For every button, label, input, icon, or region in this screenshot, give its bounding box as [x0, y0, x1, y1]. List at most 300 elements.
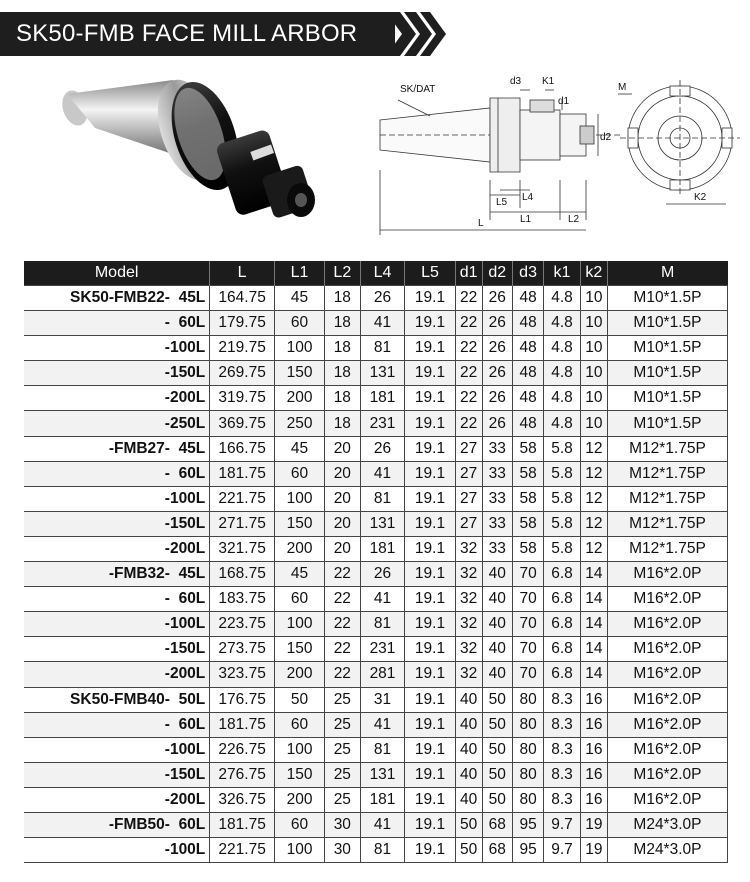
- table-cell: 18: [325, 311, 360, 336]
- table-cell: 33: [482, 511, 512, 536]
- column-header: d2: [482, 261, 512, 286]
- table-row: [24, 461, 728, 486]
- table-cell: 33: [482, 536, 512, 561]
- table-row: [24, 787, 728, 812]
- table-cell: 18: [325, 361, 360, 386]
- table-cell: 48: [512, 411, 543, 436]
- table-cell: 16: [580, 737, 607, 762]
- table-cell: 70: [512, 662, 543, 687]
- table-cell: 27: [455, 486, 482, 511]
- table-row: [24, 737, 728, 762]
- chevron-arrows-icon: [386, 12, 446, 56]
- table-cell: 131: [360, 762, 405, 787]
- table-cell: 32: [455, 536, 482, 561]
- table-cell: 19.1: [405, 838, 455, 863]
- table-cell: M16*2.0P: [607, 787, 727, 812]
- table-cell: 4.8: [544, 386, 581, 411]
- model-cell: -150L: [24, 361, 210, 386]
- table-cell: 45: [274, 562, 324, 587]
- table-cell: 8.3: [544, 737, 581, 762]
- table-cell: M16*2.0P: [607, 712, 727, 737]
- table-cell: 4.8: [544, 411, 581, 436]
- table-cell: 81: [360, 486, 405, 511]
- table-cell: 19.1: [405, 637, 455, 662]
- table-cell: 26: [482, 411, 512, 436]
- table-cell: 22: [455, 311, 482, 336]
- table-cell: 176.75: [210, 687, 275, 712]
- table-cell: 269.75: [210, 361, 275, 386]
- table-cell: 281: [360, 662, 405, 687]
- table-cell: 14: [580, 637, 607, 662]
- table-cell: 10: [580, 336, 607, 361]
- table-cell: 14: [580, 662, 607, 687]
- table-cell: 22: [325, 562, 360, 587]
- table-row: [24, 511, 728, 536]
- table-cell: 200: [274, 386, 324, 411]
- l1-label: L1: [520, 214, 532, 225]
- table-cell: 22: [455, 336, 482, 361]
- table-cell: 25: [325, 787, 360, 812]
- table-cell: 8.3: [544, 762, 581, 787]
- table-cell: 48: [512, 361, 543, 386]
- table-cell: 16: [580, 787, 607, 812]
- l4-label: L4: [522, 192, 534, 203]
- sk-dat-label: SK/DAT: [400, 84, 436, 95]
- table-row: [24, 762, 728, 787]
- table-cell: 26: [482, 286, 512, 311]
- table-row: [24, 712, 728, 737]
- model-cell: -100L: [24, 336, 210, 361]
- table-cell: 50: [482, 787, 512, 812]
- l-label: L: [478, 218, 484, 229]
- table-cell: 31: [360, 687, 405, 712]
- table-cell: 5.8: [544, 461, 581, 486]
- table-cell: 5.8: [544, 436, 581, 461]
- table-cell: 221.75: [210, 838, 275, 863]
- table-row: [24, 812, 728, 837]
- table-cell: 4.8: [544, 311, 581, 336]
- table-cell: 10: [580, 411, 607, 436]
- d3-label: d3: [510, 76, 522, 87]
- model-cell: -150L: [24, 637, 210, 662]
- table-cell: M16*2.0P: [607, 612, 727, 637]
- column-header: k2: [580, 261, 607, 286]
- table-cell: 19.1: [405, 286, 455, 311]
- table-cell: 12: [580, 461, 607, 486]
- table-cell: 19.1: [405, 687, 455, 712]
- table-cell: 19.1: [405, 612, 455, 637]
- table-cell: 27: [455, 461, 482, 486]
- table-cell: 183.75: [210, 587, 275, 612]
- table-cell: 27: [455, 511, 482, 536]
- table-cell: 16: [580, 762, 607, 787]
- table-cell: 6.8: [544, 562, 581, 587]
- model-cell: - 60L: [24, 587, 210, 612]
- table-cell: 20: [325, 511, 360, 536]
- table-cell: 19.1: [405, 386, 455, 411]
- table-cell: 19.1: [405, 536, 455, 561]
- model-cell: -100L: [24, 612, 210, 637]
- table-cell: 369.75: [210, 411, 275, 436]
- column-header: k1: [544, 261, 581, 286]
- table-cell: M10*1.5P: [607, 286, 727, 311]
- table-cell: 68: [482, 838, 512, 863]
- table-cell: 5.8: [544, 511, 581, 536]
- table-cell: 16: [580, 712, 607, 737]
- table-cell: M12*1.75P: [607, 436, 727, 461]
- table-cell: 40: [455, 712, 482, 737]
- table-cell: 323.75: [210, 662, 275, 687]
- table-cell: 250: [274, 411, 324, 436]
- d2-label: d2: [600, 132, 612, 143]
- table-cell: 10: [580, 386, 607, 411]
- table-cell: 19.1: [405, 511, 455, 536]
- table-cell: 81: [360, 737, 405, 762]
- table-cell: 221.75: [210, 486, 275, 511]
- table-cell: 100: [274, 838, 324, 863]
- model-cell: -100L: [24, 486, 210, 511]
- model-cell: SK50-FMB40- 50L: [24, 687, 210, 712]
- table-cell: 19.1: [405, 461, 455, 486]
- k2-label: K2: [694, 192, 707, 203]
- table-cell: 81: [360, 612, 405, 637]
- column-header: Model: [24, 261, 210, 286]
- table-row: [24, 411, 728, 436]
- table-cell: 19.1: [405, 562, 455, 587]
- table-cell: 50: [482, 737, 512, 762]
- table-cell: 58: [512, 436, 543, 461]
- table-cell: 50: [482, 712, 512, 737]
- table-cell: 26: [482, 361, 512, 386]
- table-cell: 40: [482, 662, 512, 687]
- table-cell: 19.1: [405, 662, 455, 687]
- table-cell: 168.75: [210, 562, 275, 587]
- table-cell: 50: [482, 687, 512, 712]
- table-cell: M12*1.75P: [607, 486, 727, 511]
- model-cell: SK50-FMB22- 45L: [24, 286, 210, 311]
- table-cell: 22: [325, 612, 360, 637]
- table-row: [24, 286, 728, 311]
- table-cell: 22: [325, 587, 360, 612]
- table-cell: 40: [455, 762, 482, 787]
- table-cell: 41: [360, 812, 405, 837]
- table-cell: 80: [512, 687, 543, 712]
- table-cell: M12*1.75P: [607, 511, 727, 536]
- table-cell: 81: [360, 838, 405, 863]
- table-cell: 32: [455, 587, 482, 612]
- model-cell: - 60L: [24, 311, 210, 336]
- table-cell: 18: [325, 411, 360, 436]
- model-cell: -200L: [24, 386, 210, 411]
- title-banner: [0, 12, 395, 56]
- table-cell: 19.1: [405, 411, 455, 436]
- table-cell: 231: [360, 411, 405, 436]
- table-cell: 25: [325, 762, 360, 787]
- table-cell: 4.8: [544, 336, 581, 361]
- table-cell: M16*2.0P: [607, 762, 727, 787]
- table-row: [24, 486, 728, 511]
- table-cell: 40: [482, 612, 512, 637]
- table-cell: 50: [455, 838, 482, 863]
- table-cell: 150: [274, 637, 324, 662]
- table-cell: 32: [455, 562, 482, 587]
- table-cell: 80: [512, 737, 543, 762]
- table-cell: 60: [274, 461, 324, 486]
- table-cell: 100: [274, 737, 324, 762]
- table-cell: 80: [512, 712, 543, 737]
- table-cell: 80: [512, 762, 543, 787]
- table-cell: 41: [360, 461, 405, 486]
- table-cell: 14: [580, 562, 607, 587]
- table-row: [24, 662, 728, 687]
- table-cell: M16*2.0P: [607, 587, 727, 612]
- table-cell: 60: [274, 587, 324, 612]
- table-cell: 12: [580, 486, 607, 511]
- table-cell: M10*1.5P: [607, 361, 727, 386]
- table-cell: 179.75: [210, 311, 275, 336]
- table-cell: M10*1.5P: [607, 311, 727, 336]
- table-cell: M24*3.0P: [607, 812, 727, 837]
- model-cell: -250L: [24, 411, 210, 436]
- table-cell: 40: [455, 787, 482, 812]
- column-header: L5: [405, 261, 455, 286]
- table-cell: 223.75: [210, 612, 275, 637]
- table-cell: M10*1.5P: [607, 336, 727, 361]
- d1-label: d1: [558, 96, 570, 107]
- table-cell: 41: [360, 712, 405, 737]
- model-cell: -200L: [24, 787, 210, 812]
- table-cell: 32: [455, 637, 482, 662]
- table-cell: 70: [512, 562, 543, 587]
- table-cell: 33: [482, 436, 512, 461]
- table-cell: 48: [512, 386, 543, 411]
- table-cell: 19.1: [405, 361, 455, 386]
- table-cell: 100: [274, 336, 324, 361]
- table-cell: 50: [482, 762, 512, 787]
- page-title: SK50-FMB FACE MILL ARBOR: [16, 20, 358, 47]
- table-cell: 40: [455, 687, 482, 712]
- table-cell: 33: [482, 486, 512, 511]
- table-cell: 70: [512, 612, 543, 637]
- table-cell: 25: [325, 687, 360, 712]
- table-row: [24, 436, 728, 461]
- table-cell: 30: [325, 838, 360, 863]
- table-cell: 181: [360, 787, 405, 812]
- table-cell: 27: [455, 436, 482, 461]
- table-cell: 6.8: [544, 637, 581, 662]
- model-cell: -100L: [24, 838, 210, 863]
- l5-label: L5: [496, 197, 508, 208]
- table-cell: 19.1: [405, 712, 455, 737]
- model-cell: -FMB50- 60L: [24, 812, 210, 837]
- model-cell: -150L: [24, 511, 210, 536]
- table-cell: 18: [325, 336, 360, 361]
- table-cell: 321.75: [210, 536, 275, 561]
- table-cell: 273.75: [210, 637, 275, 662]
- table-cell: M16*2.0P: [607, 637, 727, 662]
- table-cell: 70: [512, 587, 543, 612]
- table-cell: 6.8: [544, 587, 581, 612]
- table-cell: 219.75: [210, 336, 275, 361]
- table-cell: 19.1: [405, 762, 455, 787]
- table-cell: 9.7: [544, 812, 581, 837]
- table-cell: 80: [512, 787, 543, 812]
- table-row: [24, 637, 728, 662]
- table-cell: 22: [455, 286, 482, 311]
- table-cell: 150: [274, 361, 324, 386]
- table-cell: 10: [580, 361, 607, 386]
- table-row: [24, 562, 728, 587]
- l2-label: L2: [568, 214, 580, 225]
- model-cell: - 60L: [24, 712, 210, 737]
- table-cell: M12*1.75P: [607, 461, 727, 486]
- technical-drawing: [370, 70, 740, 235]
- table-cell: 19.1: [405, 336, 455, 361]
- table-cell: 48: [512, 286, 543, 311]
- model-cell: -150L: [24, 762, 210, 787]
- arbor-product-photo: [55, 70, 335, 235]
- table-cell: 95: [512, 838, 543, 863]
- table-cell: 8.3: [544, 787, 581, 812]
- table-cell: 4.8: [544, 361, 581, 386]
- table-cell: 319.75: [210, 386, 275, 411]
- table-cell: 58: [512, 536, 543, 561]
- table-cell: 50: [455, 812, 482, 837]
- table-cell: 166.75: [210, 436, 275, 461]
- table-cell: 181.75: [210, 461, 275, 486]
- table-cell: 10: [580, 286, 607, 311]
- table-cell: 26: [482, 336, 512, 361]
- table-cell: 12: [580, 436, 607, 461]
- table-cell: 181.75: [210, 812, 275, 837]
- table-cell: 12: [580, 536, 607, 561]
- table-cell: 19.1: [405, 486, 455, 511]
- table-cell: 226.75: [210, 737, 275, 762]
- table-cell: 26: [482, 386, 512, 411]
- table-cell: 48: [512, 311, 543, 336]
- table-cell: 22: [455, 361, 482, 386]
- table-cell: 32: [455, 612, 482, 637]
- table-cell: 22: [455, 411, 482, 436]
- column-header: d1: [455, 261, 482, 286]
- table-cell: 19.1: [405, 587, 455, 612]
- model-cell: -FMB27- 45L: [24, 436, 210, 461]
- table-cell: 19.1: [405, 436, 455, 461]
- table-cell: 200: [274, 536, 324, 561]
- model-cell: - 60L: [24, 461, 210, 486]
- table-cell: 22: [325, 662, 360, 687]
- table-cell: 19.1: [405, 311, 455, 336]
- table-cell: 40: [482, 562, 512, 587]
- table-cell: M10*1.5P: [607, 386, 727, 411]
- table-cell: 50: [274, 687, 324, 712]
- table-cell: 4.8: [544, 286, 581, 311]
- table-cell: 45: [274, 286, 324, 311]
- k1-label: K1: [542, 76, 555, 87]
- table-cell: 95: [512, 812, 543, 837]
- table-cell: 6.8: [544, 662, 581, 687]
- table-cell: 41: [360, 311, 405, 336]
- table-cell: 20: [325, 486, 360, 511]
- table-cell: 25: [325, 712, 360, 737]
- table-cell: 41: [360, 587, 405, 612]
- model-cell: -100L: [24, 737, 210, 762]
- table-cell: 19.1: [405, 812, 455, 837]
- table-row: [24, 587, 728, 612]
- table-cell: 5.8: [544, 486, 581, 511]
- table-cell: 200: [274, 787, 324, 812]
- table-cell: 12: [580, 511, 607, 536]
- table-cell: 60: [274, 311, 324, 336]
- table-cell: M16*2.0P: [607, 562, 727, 587]
- table-cell: 22: [325, 637, 360, 662]
- table-cell: 40: [482, 587, 512, 612]
- column-header: M: [607, 261, 727, 286]
- table-cell: 5.8: [544, 536, 581, 561]
- table-cell: 81: [360, 336, 405, 361]
- table-cell: 26: [360, 436, 405, 461]
- table-cell: 70: [512, 637, 543, 662]
- table-cell: 19: [580, 812, 607, 837]
- table-cell: 40: [482, 637, 512, 662]
- table-cell: 58: [512, 511, 543, 536]
- model-cell: -200L: [24, 662, 210, 687]
- table-cell: 45: [274, 436, 324, 461]
- table-row: [24, 612, 728, 637]
- table-cell: 60: [274, 712, 324, 737]
- model-cell: -FMB32- 45L: [24, 562, 210, 587]
- table-cell: 10: [580, 311, 607, 336]
- model-cell: -200L: [24, 536, 210, 561]
- table-row: [24, 687, 728, 712]
- table-cell: 131: [360, 361, 405, 386]
- table-cell: 26: [482, 311, 512, 336]
- table-cell: M16*2.0P: [607, 737, 727, 762]
- table-cell: 20: [325, 536, 360, 561]
- table-cell: 231: [360, 637, 405, 662]
- table-cell: 19: [580, 838, 607, 863]
- table-cell: 181.75: [210, 712, 275, 737]
- table-cell: 181: [360, 536, 405, 561]
- column-header: d3: [512, 261, 543, 286]
- table-cell: 14: [580, 612, 607, 637]
- table-row: [24, 361, 728, 386]
- table-cell: 16: [580, 687, 607, 712]
- column-header: L2: [325, 261, 360, 286]
- table-cell: 326.75: [210, 787, 275, 812]
- table-cell: 276.75: [210, 762, 275, 787]
- column-header: L4: [360, 261, 405, 286]
- table-cell: 271.75: [210, 511, 275, 536]
- table-cell: 181: [360, 386, 405, 411]
- column-header: L1: [274, 261, 324, 286]
- table-row: [24, 386, 728, 411]
- table-cell: 30: [325, 812, 360, 837]
- table-cell: M24*3.0P: [607, 838, 727, 863]
- table-cell: 8.3: [544, 687, 581, 712]
- table-cell: 32: [455, 662, 482, 687]
- table-cell: 18: [325, 386, 360, 411]
- table-cell: 9.7: [544, 838, 581, 863]
- table-header-row: [24, 261, 728, 286]
- table-cell: M16*2.0P: [607, 662, 727, 687]
- table-cell: 200: [274, 662, 324, 687]
- table-cell: 150: [274, 762, 324, 787]
- table-cell: 6.8: [544, 612, 581, 637]
- table-cell: 20: [325, 461, 360, 486]
- table-cell: M16*2.0P: [607, 687, 727, 712]
- table-cell: 40: [455, 737, 482, 762]
